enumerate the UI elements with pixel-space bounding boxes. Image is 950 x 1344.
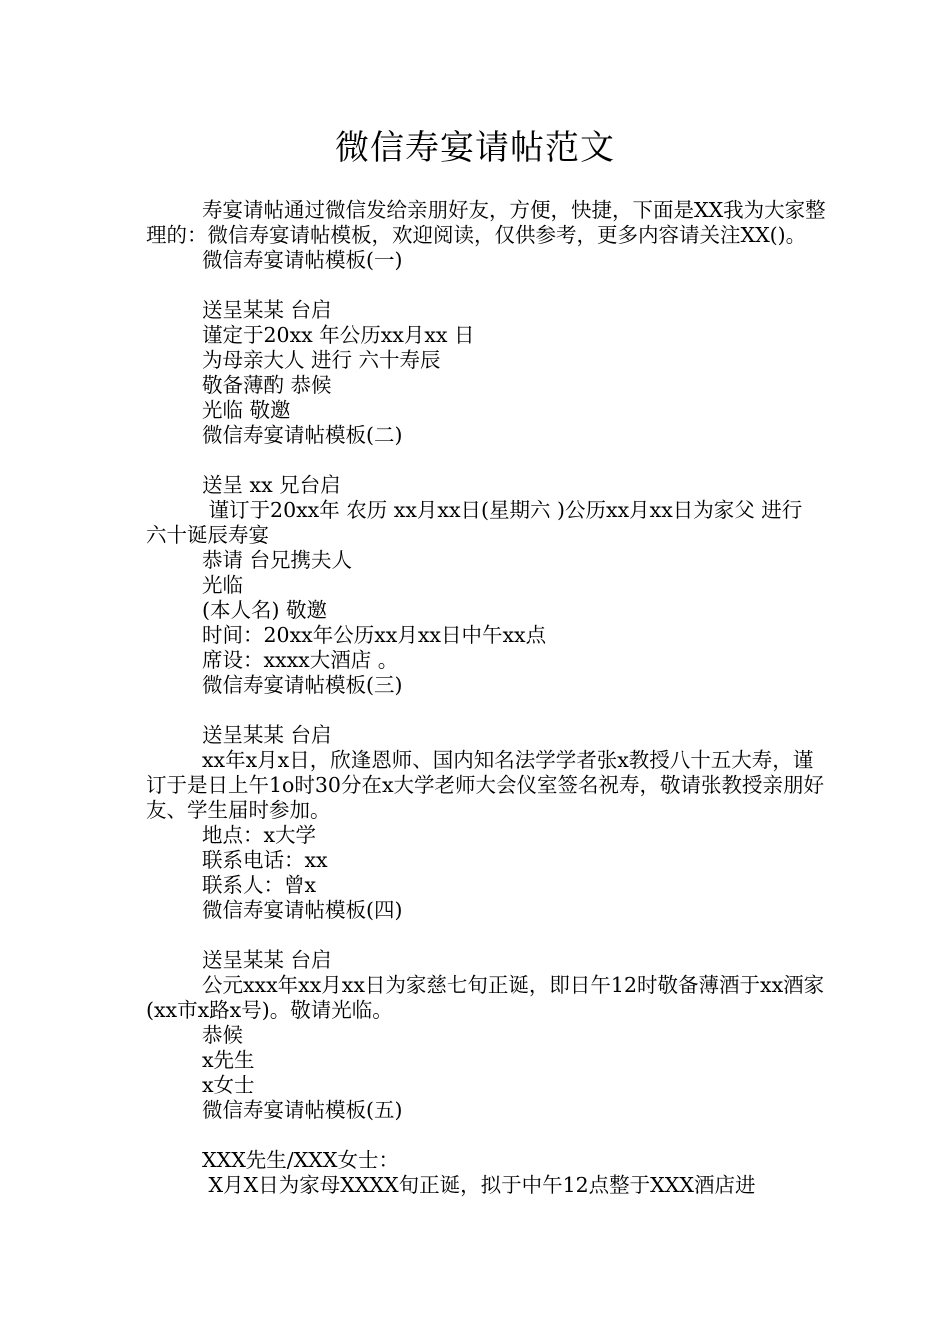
template-5-line: XXX先生/XXX女士：	[202, 1148, 399, 1172]
template-1-line: 敬备薄酌 恭候	[202, 373, 332, 397]
template-1-line: 为母亲大人 进行 六十寿辰	[202, 348, 441, 372]
template-heading-2: 微信寿宴请帖模板(二)	[202, 423, 403, 447]
intro-paragraph: 寿宴请帖通过微信发给亲朋好友，方便，快捷，下面是XX我为大家整理的：微信寿宴请帖模板，欢迎阅读，仅供参考，更多内容请关注XX()。	[146, 198, 826, 247]
template-heading-5: 微信寿宴请帖模板(五)	[202, 1098, 403, 1122]
template-2-line: 谨订于20xx年 农历 xx月xx日(星期六 )公历xx月xx日为家父 进行 六十诞辰寿宴	[146, 498, 809, 547]
template-2-line: 送呈 xx 兄台启	[202, 473, 341, 497]
template-1-line: 谨定于20xx 年公历xx月xx 日	[202, 323, 475, 347]
template-5-line: X月X日为家母XXXX旬正诞，拟于中午12点整于XXX酒店进	[202, 1173, 756, 1197]
template-4-line: x先生	[202, 1048, 255, 1072]
blank-line	[146, 1123, 826, 1148]
template-4-line: 公元xxx年xx月xx日为家慈七旬正诞，即日午12时敬备薄酒于xx酒家(xx市x路x号)。敬请光临。	[146, 973, 825, 1022]
template-1-line: 送呈某某 台启	[202, 298, 332, 322]
template-2-line: 席设：xxxx大酒店 。	[202, 648, 399, 672]
document-body	[146, 198, 826, 1198]
blank-line	[146, 448, 826, 473]
template-3-line: 联系电话：xx	[202, 848, 328, 872]
template-3-line: 地点：x大学	[202, 823, 317, 847]
document-title: 微信寿宴请帖范文	[335, 128, 615, 168]
template-heading-1: 微信寿宴请帖模板(一)	[202, 248, 403, 272]
template-4-line: x女士	[202, 1073, 255, 1097]
template-heading-4: 微信寿宴请帖模板(四)	[202, 898, 403, 922]
template-2-line: 光临	[202, 573, 243, 597]
template-4-line: 送呈某某 台启	[202, 948, 332, 972]
template-3-line: xx年x月x日，欣逢恩师、国内知名法学学者张x教授八十五大寿，谨订于是日上午1o时30分在x大学老师大会仪室签名祝寿，敬请张教授亲朋好友、学生届时参加。	[146, 748, 825, 822]
template-4-line: 恭候	[202, 1023, 243, 1047]
template-3-line: 送呈某某 台启	[202, 723, 332, 747]
template-2-line: (本人名) 敬邀	[202, 598, 328, 622]
blank-line	[146, 273, 826, 298]
template-3-line: 联系人：曾x	[202, 873, 317, 897]
template-1-line: 光临 敬邀	[202, 398, 291, 422]
template-2-line: 恭请 台兄携夫人	[202, 548, 353, 572]
template-heading-3: 微信寿宴请帖模板(三)	[202, 673, 403, 697]
blank-line	[146, 698, 826, 723]
template-2-line: 时间：20xx年公历xx月xx日中午xx点	[202, 623, 547, 647]
blank-line	[146, 923, 826, 948]
